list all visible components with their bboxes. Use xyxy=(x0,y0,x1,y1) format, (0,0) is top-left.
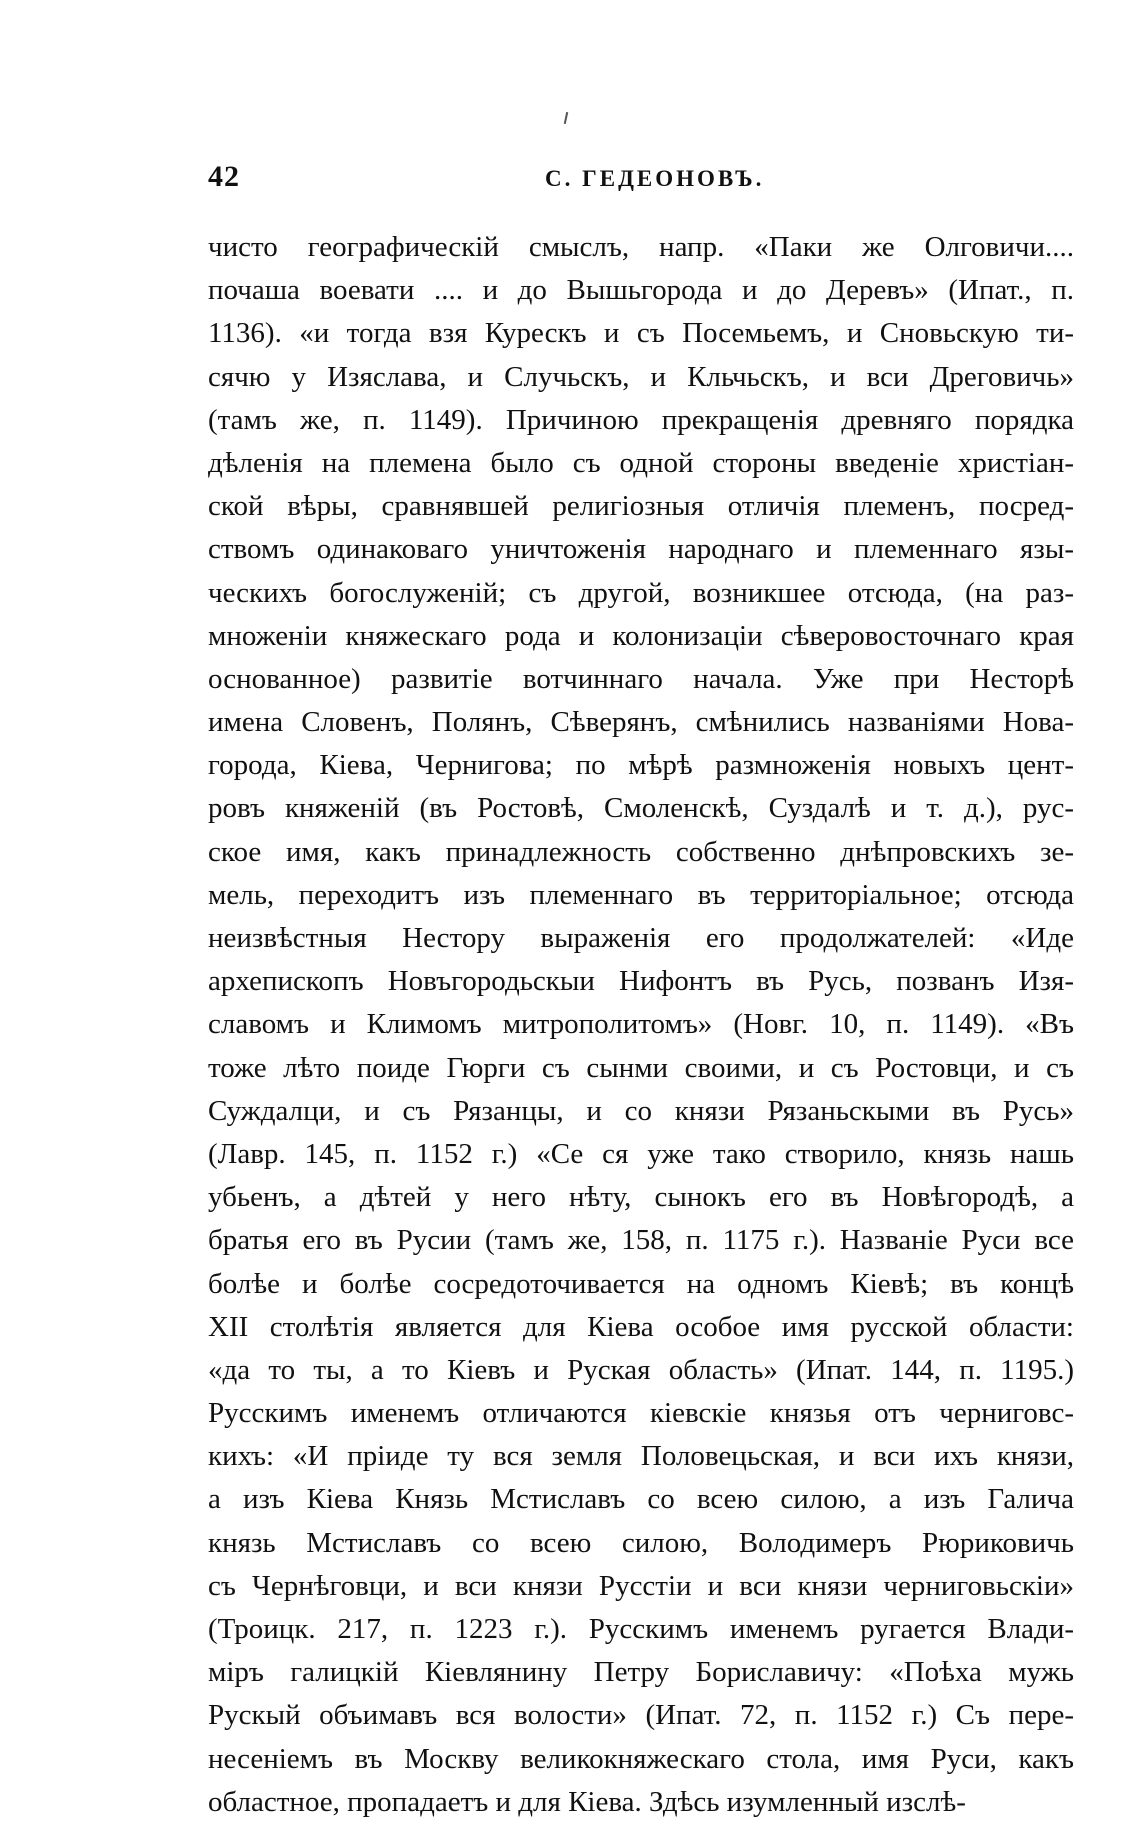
text-line: XII столѣтія является для Кіева особое имя русской области: xyxy=(208,1310,1074,1343)
text-line: кихъ: «И пріиде ту вся земля Половецьская, и вси ихъ князи, xyxy=(208,1440,1074,1473)
text-line: имена Словенъ, Полянъ, Сѣверянъ, смѣнились названіями Нова- xyxy=(208,706,1074,739)
text-line: множеніи княжескаго рода и колонизаціи сѣверовосточнаго края xyxy=(208,619,1074,652)
text-line: Суждалци, и съ Рязанцы, и со князи Рязаньскыми въ Русь» xyxy=(208,1094,1074,1127)
text-line: почаша воевати .... и до Вышьгорода и до Деревъ» (Ипат., п. xyxy=(208,274,1074,307)
text-line: дѣленія на племена было съ одной стороны введеніе христіан- xyxy=(208,446,1074,479)
text-line: города, Кіева, Чернигова; по мѣрѣ размноженія новыхъ цент- xyxy=(208,749,1074,782)
text-line: ской вѣры, сравнявшей религіозныя отличія племенъ, посред- xyxy=(208,490,1074,523)
page-number: 42 xyxy=(208,160,240,193)
text-line: ствомъ одинаковаго уничтоженія народнаго и племеннаго язы- xyxy=(208,533,1074,566)
text-line: архепископъ Новъгородьскыи Нифонтъ въ Русь, позванъ Изя- xyxy=(208,965,1074,998)
text-line: братья его въ Русии (тамъ же, 158, п. 1175 г.). Названіе Руси все xyxy=(208,1224,1074,1257)
text-line: убьенъ, а дѣтей у него нѣту, сынокъ его въ Новѣгородѣ, а xyxy=(208,1181,1074,1214)
text-line: (тамъ же, п. 1149). Причиною прекращенія древняго порядка xyxy=(208,403,1074,436)
text-line: тоже лѣто поиде Гюрги съ сынми своими, и съ Ростовци, и съ xyxy=(208,1051,1074,1084)
text-line: 1136). «и тогда взя Курескъ и съ Посемьемъ, и Сновьскую ти- xyxy=(208,317,1074,350)
text-line: «да то ты, а то Кіевъ и Руская область» (Ипат. 144, п. 1195.) xyxy=(208,1353,1074,1386)
text-line: неизвѣстныя Нестору выраженія его продолжателей: «Иде xyxy=(208,922,1074,954)
text-line: съ Чернѣговци, и вси князи Русстіи и вси князи черниговьскіи» xyxy=(208,1569,1074,1602)
text-line: ческихъ богослуженій; съ другой, возникшее отсюда, (на раз- xyxy=(208,576,1074,609)
text-line: а изъ Кіева Князь Мстиславъ со всею силою, а изъ Галича xyxy=(208,1483,1074,1516)
text-line: ское имя, какъ принадлежность собственно днѣпровскихъ зе- xyxy=(208,835,1074,868)
text-line: (Троицк. 217, п. 1223 г.). Русскимъ именемъ ругается Влади- xyxy=(208,1613,1074,1645)
text-line: мель, переходитъ изъ племеннаго въ территоріальное; отсюда xyxy=(208,878,1074,911)
text-line: основанное) развитіе вотчиннаго начала. Уже при Несторѣ xyxy=(208,662,1074,695)
text-line: чисто географическій смыслъ, напр. «Паки же Олговичи.... xyxy=(208,231,1074,263)
text-line: болѣе и болѣе сосредоточивается на одномъ Кіевѣ; въ концѣ xyxy=(208,1267,1074,1300)
running-head: С. ГЕДЕОНОВЪ. xyxy=(545,166,765,191)
text-line: областное, пропадаетъ и для Кіева. Здѣсь изумленный изслѣ- xyxy=(208,1785,966,1818)
text-line: сячю у Изяслава, и Случьскъ, и Кльчьскъ, и вси Дреговичь» xyxy=(208,360,1074,393)
text-line: славомъ и Климомъ митрополитомъ» (Новг. 10, п. 1149). «Въ xyxy=(208,1008,1074,1041)
ink-mark xyxy=(564,112,568,124)
text-line: Русскимъ именемъ отличаются кіевскіе князья отъ черниговс- xyxy=(208,1397,1074,1430)
text-line: міръ галицкій Кіевлянину Петру Бориславичу: «Поѣха мужь xyxy=(208,1656,1074,1689)
text-line: ровъ княженій (въ Ростовѣ, Смоленскѣ, Суздалѣ и т. д.), рус- xyxy=(208,792,1074,825)
body-text xyxy=(208,226,1074,1824)
text-line: (Лавр. 145, п. 1152 г.) «Се ся уже тако створило, князь нашь xyxy=(208,1137,1074,1170)
text-line: князь Мстиславъ со всею силою, Володимеръ Рюриковичь xyxy=(208,1526,1074,1559)
text-line: Рускый объимавъ вся волости» (Ипат. 72, п. 1152 г.) Съ пере- xyxy=(208,1699,1074,1732)
text-line: несеніемъ въ Москву великокняжескаго стола, имя Руси, какъ xyxy=(208,1742,1074,1775)
